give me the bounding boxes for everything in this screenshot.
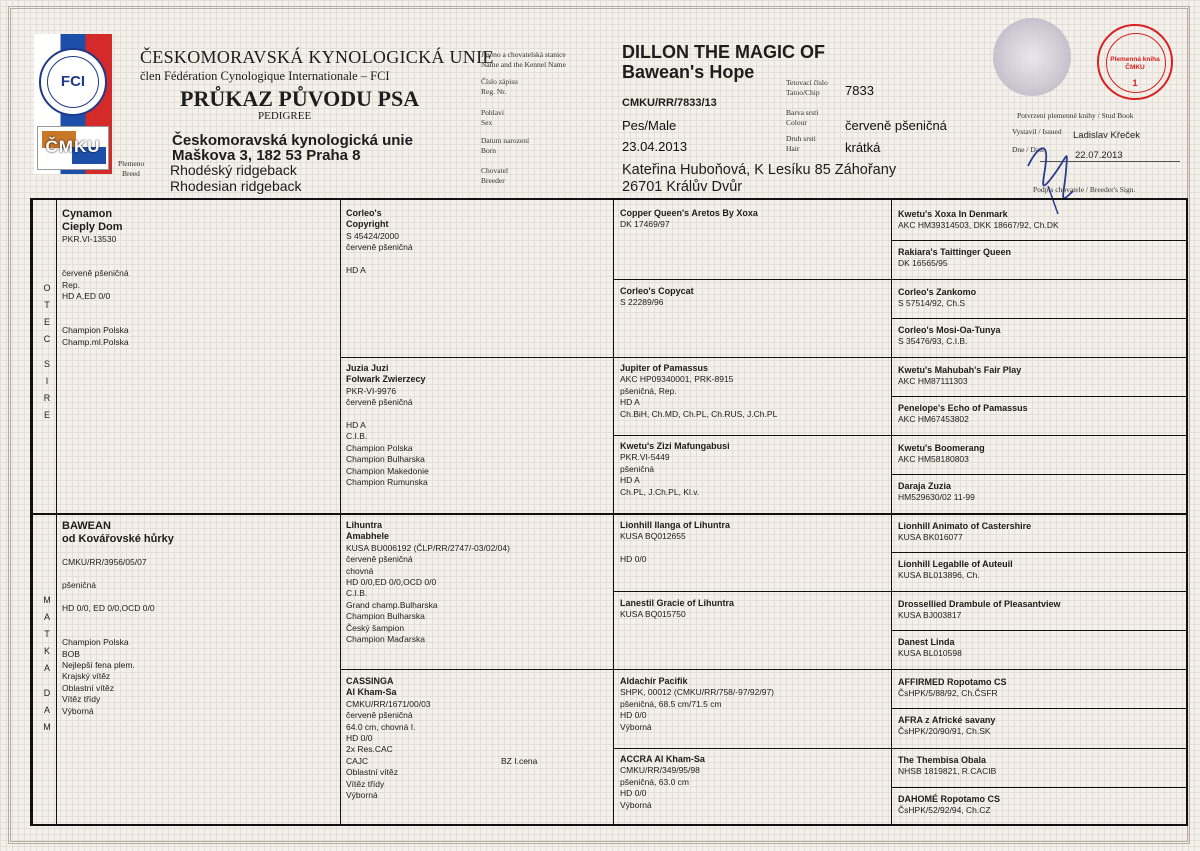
reg-label-en: Reg. Nr. (481, 87, 507, 96)
breed-label-cz: Plemeno (118, 159, 145, 168)
dog-name: Jupiter of Pamassus (620, 363, 709, 373)
dog-name: Copper Queen's Aretos By Xoxa (620, 208, 758, 218)
dog-detail: ČsHPK/5/88/92, Ch.ČSFR (898, 688, 998, 699)
great-grandparent-ancestor-cell (898, 637, 1183, 660)
sire-sire-cell (346, 208, 606, 276)
dog-detail: C.I.B. (346, 431, 368, 442)
hair-value: krátká (845, 140, 881, 155)
logo-block (34, 34, 112, 174)
grandparent-ancestor-cell (620, 754, 885, 811)
dog-name: Kwetu's Mahubah's Fair Play (898, 365, 1022, 375)
breeder-sign-label: Podpis chovatele / Breeder's Sign. (1033, 185, 1136, 194)
dog-detail: PKR-VI-9976 (346, 385, 397, 396)
dog-detail: červeně pšeničná (346, 554, 413, 565)
dog-name: Drossellied Drambule of Pleasantview (898, 599, 1061, 609)
dog-name: DAHOMÉ Ropotamo CS (898, 794, 1000, 804)
dog-detail: CMKU/RR/349/95/98 (620, 765, 700, 776)
great-grandparent-ancestor-cell (898, 247, 1183, 270)
dog-name: Kwetu's Boomerang (898, 443, 985, 453)
dog-name: Kwetu's Xoxa In Denmark (898, 209, 1008, 219)
grandparent-ancestor-cell (620, 363, 885, 420)
dog-name: Corleo's Mosi-Oa-Tunya (898, 325, 1001, 335)
dog-detail: Vítěz třídy (346, 778, 385, 789)
great-grandparent-ancestor-cell (898, 325, 1183, 348)
dog-detail: Krajský vítěz (62, 671, 111, 682)
grandparent-ancestor-cell (620, 208, 885, 231)
pedigree-table (30, 198, 1188, 826)
dog-detail: DK 16565/95 (898, 258, 948, 269)
dog-detail (62, 626, 332, 637)
dog-detail (62, 614, 332, 625)
dog-detail: pšeničná (620, 463, 655, 474)
dog-detail: HD 0/0 (620, 710, 647, 721)
dog-detail (62, 302, 332, 313)
dog-detail: AKC HM87111303 (898, 376, 968, 387)
dam-dam-cell (346, 676, 606, 801)
dog-detail: Champ.ml.Polska (62, 336, 129, 347)
dog-name: Lanestil Gracie of Lihuntra (620, 598, 735, 608)
tattoo-label-cz: Tetovací číslo (786, 78, 828, 87)
dam-dam-breeding-grade: BZ I.cena (501, 756, 538, 766)
dog-detail: HD 0/0 (620, 788, 647, 799)
dog-name: Aldachír Pacifik (620, 676, 688, 686)
dam-sire-cell (346, 520, 606, 645)
issued-by: Ladislav Křeček (1073, 130, 1141, 141)
dog-detail: Grand champ.Bulharska (346, 599, 438, 610)
org-name: ČESKOMORAVSKÁ KYNOLOGICKÁ UNIE (140, 47, 494, 67)
dog-name-line1: DILLON THE MAGIC OF (622, 42, 825, 62)
dog-detail: pšeničná, 68.5 cm/71.5 cm (620, 698, 722, 709)
colour-label-en: Colour (786, 118, 807, 127)
dog-detail: S 57514/92, Ch.S (898, 298, 966, 309)
great-grandparent-ancestor-cell (898, 677, 1183, 700)
org-membership: člen Fédération Cynologique Internationale – FCI (140, 69, 390, 83)
cmku-logo: ČMKU (37, 126, 109, 170)
dog-detail: S 35476/93, C.I.B. (898, 336, 968, 347)
reg-number: CMKU/RR/7833/13 (622, 97, 717, 109)
great-grandparent-ancestor-cell (898, 403, 1183, 426)
grandparent-ancestor-cell (620, 520, 885, 566)
dog-name: Danest Linda (898, 637, 955, 647)
address-line1: Českomoravská kynologická unie (172, 132, 413, 149)
great-grandparent-ancestor-cell (898, 287, 1183, 310)
issued-label: Vystavil / Issued (1012, 127, 1062, 136)
breeder-line2: 26701 Králův Dvůr (622, 179, 743, 195)
dog-detail: Champion Bulharska (346, 611, 425, 622)
dog-detail: Champion Polska (62, 637, 129, 648)
great-grandparent-ancestor-cell (898, 521, 1183, 544)
dog-detail: Výborná (620, 799, 652, 810)
dog-name: od Kovářovské hůrky (62, 533, 174, 545)
breed-en: Rhodesian ridgeback (170, 178, 302, 194)
dog-detail: BOB (62, 648, 80, 659)
sire-dam-cell (346, 363, 606, 488)
dog-name: Lihuntra (346, 520, 382, 530)
document-title: PRŮKAZ PŮVODU PSA (180, 86, 420, 111)
born-label-cz: Datum narození (481, 136, 530, 145)
dog-detail: Vítěz třídy (62, 694, 101, 705)
dog-detail: AKC HM39314503, DKK 18667/92, Ch.DK (898, 220, 1059, 231)
colour-label-cz: Barva srsti (786, 108, 819, 117)
dog-name: CASSINGA (346, 676, 394, 686)
dog-detail: HD A (346, 420, 366, 431)
dog-detail: S 22289/96 (620, 297, 664, 308)
dog-detail: Nejlepší fena plem. (62, 659, 135, 670)
dog-detail: S 45424/2000 (346, 230, 399, 241)
reg-label-cz: Číslo zápisu (481, 77, 518, 86)
dog-detail: HD 0/0 (346, 733, 373, 744)
dog-detail: HD A (620, 397, 640, 408)
dog-detail: pšeničná, 63.0 cm (620, 776, 689, 787)
dog-detail: ČsHPK/20/90/91, Ch.SK (898, 726, 991, 737)
dog-detail: HD 0/0, ED 0/0,OCD 0/0 (62, 602, 155, 613)
great-grandparent-ancestor-cell (898, 715, 1183, 738)
dog-detail: pšeničná (62, 580, 97, 591)
studbook-confirm-label: Potvrzení plemenné knihy / Stud Book (1017, 111, 1134, 120)
dog-detail: HD A,ED 0/0 (62, 291, 111, 301)
dog-detail: chovná (346, 565, 374, 576)
dog-detail: Champion Polska (62, 325, 129, 336)
grandparent-ancestor-cell (620, 286, 885, 309)
address-line2: Maškova 3, 182 53 Praha 8 (172, 147, 361, 164)
breeder-label-en: Breeder (481, 176, 505, 185)
dog-detail: červeně pšeničná (346, 710, 413, 721)
dog-detail (62, 546, 332, 557)
dog-name: Copyright (346, 219, 389, 230)
dog-detail: KUSA BQ012655 (620, 531, 686, 542)
breeder-line1: Kateřina Huboňová, K Lesíku 85 Záhořany (622, 162, 897, 178)
issue-date: 22.07.2013 (1075, 150, 1123, 161)
dog-name: AFFIRMED Ropotamo CS (898, 677, 1007, 687)
dog-detail: Champion Bulharska (346, 454, 425, 465)
sire-cell (62, 208, 332, 348)
dog-name: Folwark Zwierzecy (346, 374, 426, 385)
dog-detail (62, 314, 332, 325)
dog-name: BAWEAN (62, 520, 111, 532)
dog-detail: CAJC (346, 755, 369, 766)
great-grandparent-ancestor-cell (898, 599, 1183, 622)
dog-detail: PKR.VI-13530 (62, 234, 117, 244)
grandparent-ancestor-cell (620, 441, 885, 498)
date-label: Dne / Date (1012, 145, 1045, 154)
document-subtitle: PEDIGREE (258, 110, 312, 122)
dog-detail: HD 0/0,ED 0/0,OCD 0/0 (346, 577, 437, 588)
dog-detail: červeně pšeničná (62, 268, 129, 279)
dog-detail: červeně pšeničná (346, 242, 413, 253)
breeder-label-cz: Chovatel (481, 166, 509, 175)
dog-detail: KUSA BL010598 (898, 648, 962, 659)
dog-detail: NHSB 1819821, R.CACIB (898, 766, 997, 777)
dog-detail: HD A (346, 265, 366, 276)
sire-side-label: O T E C S I R E (43, 283, 51, 420)
dog-detail: Oblastní vítěz (62, 682, 114, 693)
colour-value: červeně pšeničná (845, 118, 947, 133)
grandparent-ancestor-cell (620, 676, 885, 733)
dog-name: Corleo's Copycat (620, 286, 694, 296)
great-grandparent-ancestor-cell (898, 481, 1183, 504)
great-grandparent-ancestor-cell (898, 365, 1183, 388)
dog-detail: AKC HM67453802 (898, 414, 969, 425)
dog-detail: Ch.PL, J.Ch.PL, Kl.v. (620, 486, 700, 497)
sex-label-en: Sex (481, 118, 493, 127)
dog-name: Kwetu's Zizi Mafungabusi (620, 441, 730, 451)
studbook-stamp: Plemenná kniha ČMKU 1 (1097, 24, 1173, 100)
dog-name: Cynamon (62, 208, 113, 220)
grandparent-ancestor-cell (620, 598, 885, 621)
dam-cell (62, 520, 332, 717)
dog-detail (346, 409, 606, 420)
great-grandparent-ancestor-cell (898, 443, 1183, 466)
great-grandparent-ancestor-cell (898, 755, 1183, 778)
dog-detail: AKC HM58180803 (898, 454, 969, 465)
dog-detail: HD 0/0 (620, 554, 647, 565)
dog-detail: CMKU/RR/1671/00/03 (346, 698, 431, 709)
dog-detail: Výborná (62, 705, 94, 716)
dog-name: Amabhele (346, 531, 390, 542)
dog-detail: KUSA BL013896, Ch. (898, 570, 980, 581)
great-grandparent-ancestor-cell (898, 209, 1183, 232)
dog-detail: 64.0 cm, chovná I. (346, 721, 416, 732)
hair-label-en: Hair (786, 144, 800, 153)
dog-detail: Champion Maďarska (346, 634, 425, 645)
dog-detail (62, 569, 332, 580)
dog-name: The Thembisa Obala (898, 755, 987, 765)
dog-detail: AKC HP09340001, PRK-8915 (620, 374, 734, 385)
dog-name: Corleo's (346, 208, 382, 218)
dog-detail (62, 257, 332, 268)
dog-detail: pšeničná, Rep. (620, 385, 677, 396)
dog-name-line2: Bawean's Hope (622, 62, 755, 82)
great-grandparent-ancestor-cell (898, 794, 1183, 817)
dog-name: ACCRA Al Kham-Sa (620, 754, 705, 764)
dog-name: Juzia Juzi (346, 363, 389, 373)
dog-detail: Champion Polska (346, 442, 413, 453)
great-grandparent-ancestor-cell (898, 559, 1183, 582)
dog-detail: 2x Res.CAC (346, 744, 393, 755)
name-label-en: Name and the Kennel Name (481, 60, 566, 69)
dog-name: Rakiara's Taittinger Queen (898, 247, 1012, 257)
dog-detail: HM529630/02 11-99 (898, 492, 975, 503)
dog-detail: DK 17469/97 (620, 219, 670, 230)
dog-detail: CMKU/RR/3956/05/07 (62, 557, 147, 568)
dog-name: Corleo's Zankomo (898, 287, 977, 297)
dam-side-label: M A T K A D A M (43, 595, 51, 732)
dog-detail: Český šampion (346, 622, 405, 633)
dog-detail (346, 254, 606, 265)
dog-name: AFRA z Africké savany (898, 715, 996, 725)
dog-name: Al Kham-Sa (346, 687, 397, 698)
dog-detail: PKR.VI-5449 (620, 452, 670, 463)
dog-detail: ČsHPK/52/92/94, Ch.CZ (898, 805, 991, 816)
dog-name: Lionhill Legablle of Auteuil (898, 559, 1013, 569)
hologram-seal (993, 18, 1071, 96)
born-value: 23.04.2013 (622, 139, 688, 154)
dog-detail: KUSA BQ015750 (620, 609, 686, 620)
dog-detail: Oblastní vítěz (346, 767, 398, 778)
dog-detail: Champion Rumunska (346, 477, 428, 488)
dog-detail: KUSA BJ003817 (898, 610, 962, 621)
dog-detail: SHPK, 00012 (CMKU/RR/758/-97/92/97) (620, 687, 775, 698)
dog-detail: Ch.BiH, Ch.MD, Ch.PL, Ch.RUS, J.Ch.PL (620, 408, 778, 419)
dog-detail: HD A (620, 475, 640, 486)
dog-detail (620, 543, 885, 554)
dog-name: Penelope's Echo of Pamassus (898, 403, 1028, 413)
dog-name: Cieply Dom (62, 221, 123, 233)
breed-cz: Rhodéský ridgeback (170, 162, 297, 178)
dog-detail: C.I.B. (346, 588, 368, 599)
fci-logo: FCI (39, 48, 107, 116)
dog-name: Lionhill Ilanga of Lihuntra (620, 520, 730, 530)
dog-name: Daraja Zuzia (898, 481, 952, 491)
born-label-en: Born (481, 146, 496, 155)
dog-name: Lionhill Animato of Castershire (898, 521, 1032, 531)
dog-detail: Výborná (620, 721, 652, 732)
dog-detail: červeně pšeničná (346, 397, 413, 408)
sex-value: Pes/Male (622, 118, 677, 133)
sex-label-cz: Pohlaví (481, 108, 504, 117)
dog-detail (62, 592, 332, 603)
dog-detail (62, 245, 332, 256)
dog-detail: Rep. (62, 279, 80, 290)
hair-label-cz: Druh srsti (786, 134, 816, 143)
tattoo-value: 7833 (845, 83, 874, 98)
breed-label-en: Breed (122, 169, 140, 178)
dog-detail: KUSA BK016077 (898, 532, 963, 543)
name-label-cz: Jméno a chovatelská stanice (481, 50, 566, 59)
dog-detail: Champion Makedonie (346, 465, 429, 476)
dog-detail: Výborná (346, 790, 378, 801)
dog-detail: KUSA BU006192 (ČLP/RR/2747/-03/02/04) (346, 542, 510, 553)
tattoo-label-en: Tatoo/Chip (786, 88, 820, 97)
